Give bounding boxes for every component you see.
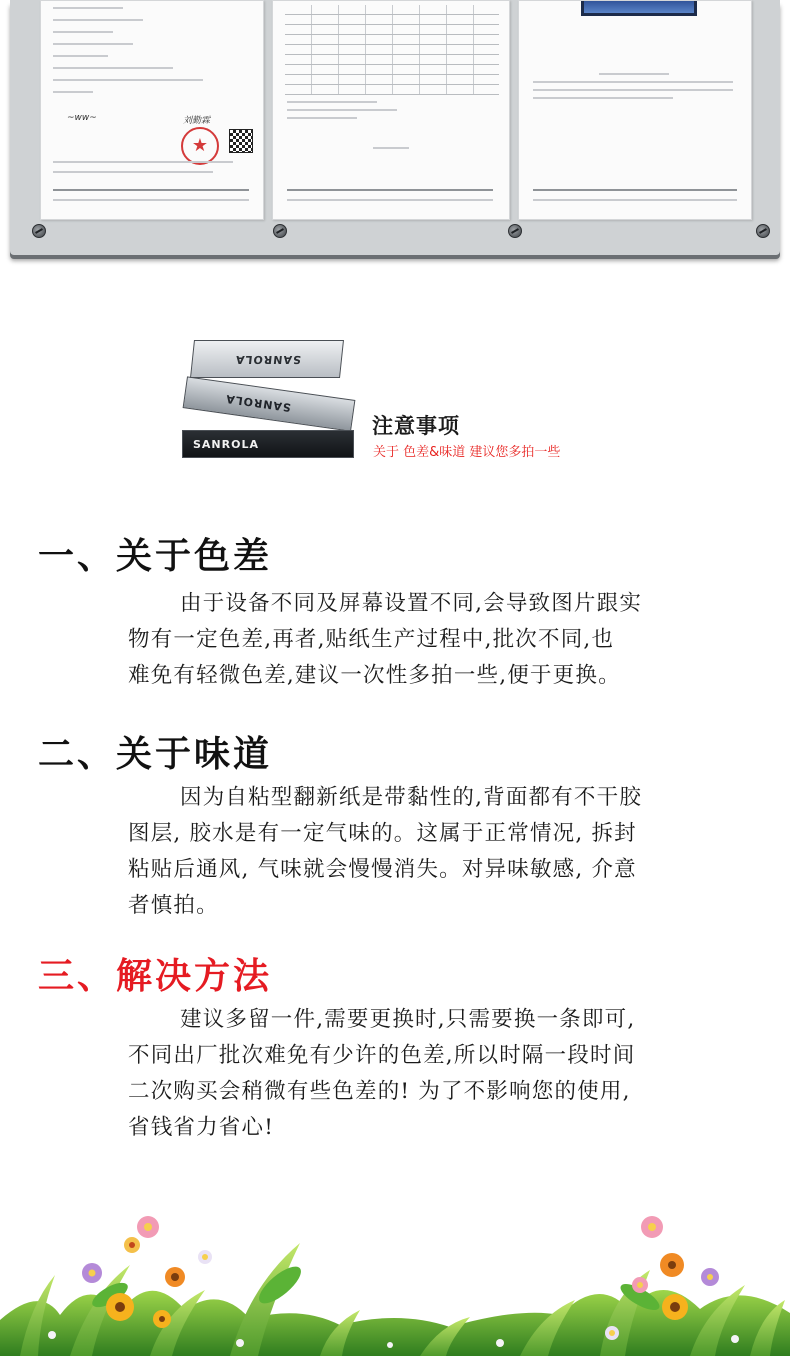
paragraph-line: 者慎拍。 [128, 893, 219, 918]
section-body-color-difference [128, 586, 748, 694]
paragraph-line: 建议多留一件,需要更换时,只需要换一条即可, [180, 1007, 636, 1032]
certificate-board [10, 0, 780, 255]
section-title-odor: 二、关于味道 [38, 733, 273, 775]
inspection-report-page-2 [272, 0, 510, 220]
book-brand-label: SANROLA [234, 353, 302, 366]
section-body-solution [128, 1002, 748, 1146]
paragraph-line: 二次购买会稍微有些色差的! 为了不影响您的使用, [128, 1079, 631, 1104]
section-body-odor [128, 780, 748, 924]
book-brand-label: SANROLA [193, 438, 259, 451]
screw-icon [32, 224, 46, 238]
book-stack-image [182, 336, 360, 458]
red-seal-stamp: ★ [181, 127, 219, 165]
notice-title: 注意事项 [372, 414, 460, 438]
screw-icon [508, 224, 522, 238]
paragraph-line: 因为自粘型翻新纸是带黏性的,背面都有不干胶 [180, 785, 643, 810]
paragraph-line: 不同出厂批次难免有少许的色差,所以时隔一段时间 [128, 1043, 636, 1068]
test-results-table [285, 5, 499, 95]
paragraph-line: 图层, 胶水是有一定气味的。这属于正常情况, 拆封 [128, 821, 637, 846]
paragraph-line: 物有一定色差,再者,贴纸生产过程中,批次不同,也 [128, 627, 615, 652]
paragraph-line: 粘贴后通风, 气味就会慢慢消失。对异味敏感, 介意 [128, 857, 637, 882]
notice-subtitle: 关于 色差&味道 建议您多拍一些 [373, 445, 561, 460]
section-title-solution: 三、解决方法 [38, 955, 273, 997]
book-brand-label: SANROLA [224, 391, 292, 414]
paragraph-line: 难免有轻微色差,建议一次性多拍一些,便于更换。 [128, 663, 621, 688]
screw-icon [756, 224, 770, 238]
inspection-report-page-1: ~ww~ 刘勤霖 ★ [40, 0, 264, 220]
screw-icon [273, 224, 287, 238]
paragraph-line: 省钱省力省心! [128, 1115, 275, 1140]
section-title-color-difference: 一、关于色差 [38, 535, 273, 577]
paragraph-line: 由于设备不同及屏幕设置不同,会导致图片跟实 [180, 591, 643, 616]
qr-code [229, 129, 253, 153]
inspection-report-page-3 [518, 0, 752, 220]
grass-and-flowers-decoration [0, 1215, 790, 1356]
inspector-signature: 刘勤霖 [183, 116, 211, 126]
sample-photo [581, 1, 697, 16]
